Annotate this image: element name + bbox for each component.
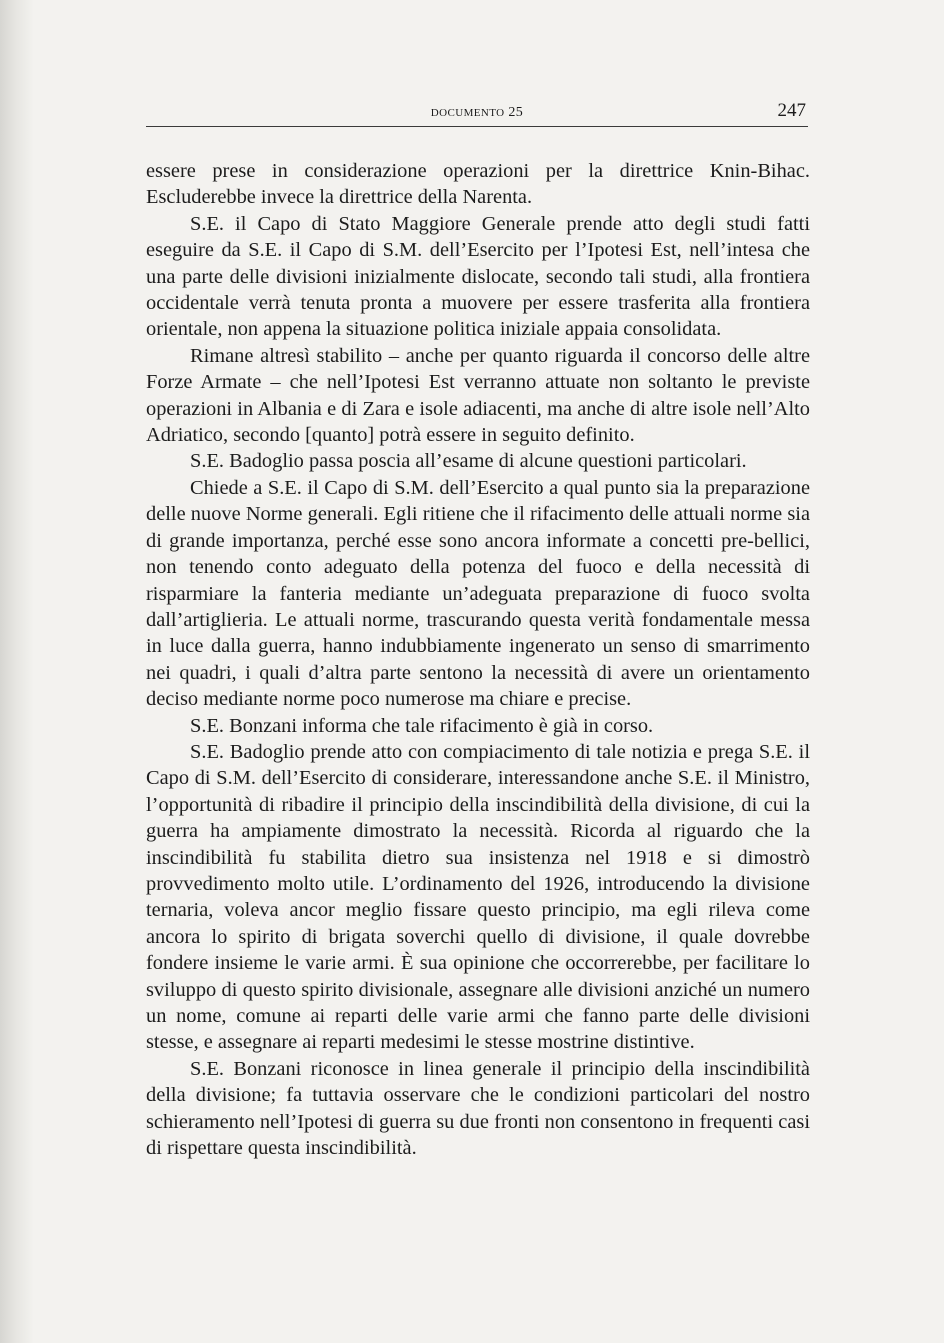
paragraph: S.E. il Capo di Stato Maggiore Generale prende atto degli studi fatti eseguire da S.E. il Capo di S.M. dell’Esercito per l’Ipotesi Est, nell’intesa che una parte delle divisioni inizialmente dislocate, secondo tali studi, alla frontiera occidentale verrà tenuta pronta a muovere per essere trasferita alla frontiera orientale, non appena la situazione politica iniziale appaia consolidata. [146,212,810,341]
page-header [146,98,808,127]
paragraph: essere prese in considerazione operazioni per la direttrice Knin-Bihac. Escluderebbe invece la direttrice della Narenta. [146,160,810,209]
running-head-label: documento [430,104,505,120]
page-edge-shadow [0,0,34,1343]
paragraph: S.E. Badoglio passa poscia all’esame di alcune questioni particolari. [190,450,747,473]
paragraph: Chiede a S.E. il Capo di S.M. dell’Esercito a qual punto sia la preparazione delle nuove Norme generali. Egli ritiene che il rifacimento delle attuali norme sia di grande importanza, perché esse sono ancora informate a concetti pre-bellici, non tenendo conto adeguato della potenza del fuoco e della necessità di risparmiare la fanteria mediante un’adeguata preparazione di fuoco svolta dall’artiglieria. Le attuali norme, trascurando questa verità fondamentale messa in luce dalla guerra, hanno indubbiamente ingenerato un senso di smarrimento nei quadri, i quali d’altra parte sentono la necessità di avere un orientamento deciso mediante norme poco numerose ma chiare e precise. [146,476,810,711]
running-head-doc-number: 25 [508,105,524,120]
document-body [146,158,810,1161]
running-head [146,104,808,121]
paragraph: S.E. Badoglio prende atto con compiacimento di tale notizia e prega S.E. il Capo di S.M. dell’Esercito di considerare, interessandone anche S.E. il Ministro, l’opportunità di ribadire il principio della inscindibilità della divisione, di cui la guerra ha ampiamente dimostrato la necessità. Ricorda al riguardo che la inscindibilità fu stabilita dietro sua insistenza nel 1918 e si dimostrò provvedimento molto utile. L’ordinamento del 1926, introducendo la divisione ternaria, voleva ancor meglio fissare questo principio, ma egli rileva come ancora lo spirito di brigata soverchi quello di divisione, il quale dovrebbe fondere insieme le varie armi. È sua opinione che occorrerebbe, per facilitare lo sviluppo di questo spirito divisionale, assegnare alle divisioni anziché un numero un nome, comune ai reparti delle varie armi che fanno parte delle divisioni stesse, e assegnare ai reparti medesimi le stesse mostrine distintive. [146,740,810,1054]
page-number: 247 [777,100,806,121]
paragraph: S.E. Bonzani riconosce in linea generale il principio della inscindibilità della divisione; fa tuttavia osservare che le condizioni particolari del nostro schieramento nell’Ipotesi di guerra su due fronti non consentono in frequenti casi di rispettare questa inscindibilità. [146,1057,810,1160]
paragraph: Rimane altresì stabilito – anche per quanto riguarda il concorso delle altre Forze Armate – che nell’Ipotesi Est verranno attuate non soltanto le previste operazioni in Albania e di Zara e isole adiacenti, ma anche di altre isole nell’Alto Adriatico, secondo [quanto] potrà essere in seguito definito. [146,344,810,447]
paragraph: S.E. Bonzani informa che tale rifacimento è già in corso. [190,714,654,737]
